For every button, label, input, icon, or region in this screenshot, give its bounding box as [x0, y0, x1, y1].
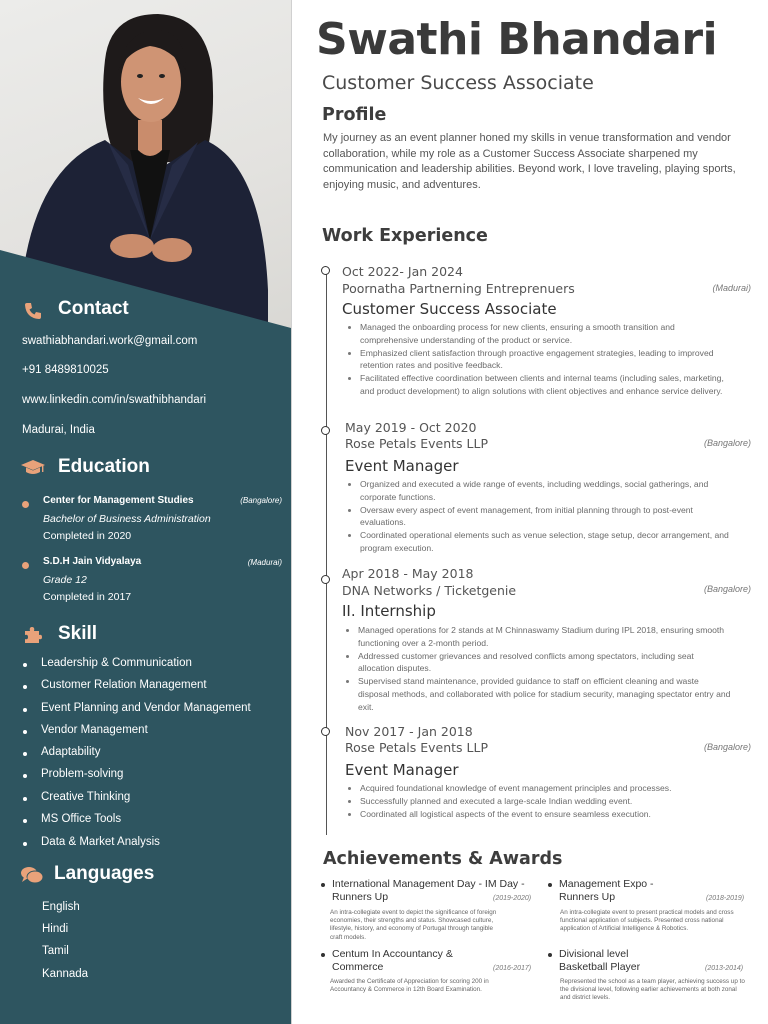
job-date: Oct 2022- Jan 2024: [342, 264, 463, 279]
job-date: Nov 2017 - Jan 2018: [345, 724, 473, 739]
job-title: Event Manager: [345, 761, 459, 779]
job-bullet: Facilitated effective coordination between clients and internal teams (including sales, marketing, and product development) to align solutions with client objectives and enhance service delivery.: [344, 372, 734, 398]
contact-location: Madurai, India: [22, 424, 95, 436]
job-bullet: Managed the onboarding process for new clients, ensuring a smooth transition and comprehensive understanding of the product or service.: [344, 321, 734, 347]
skill-label: Adaptability: [41, 746, 101, 758]
achievement-title: International Management Day - IM Day - Runners Up: [332, 878, 525, 903]
graduation-cap-icon: [20, 457, 46, 479]
achievement-year: (2013-2014): [705, 965, 744, 972]
job-bullet: Coordinated all logistical aspects of the event to ensure seamless execution.: [344, 808, 734, 821]
job-location: (Madurai): [712, 283, 751, 293]
skill-label: Customer Relation Management: [41, 679, 207, 691]
education-year: Completed in 2017: [43, 591, 132, 603]
job-date: May 2019 - Oct 2020: [345, 420, 477, 435]
contact-linkedin[interactable]: www.linkedin.com/in/swathibhandari: [22, 394, 207, 406]
achievement-item: [321, 878, 541, 946]
achievement-bullet: [321, 953, 325, 957]
candidate-name: Swathi Bhandari: [316, 14, 718, 65]
job-bullet: Addressed customer grievances and resolved conflicts among spectators, including seat allocation disputes.: [342, 650, 732, 676]
timeline-dot: [321, 266, 330, 275]
skill-label: Event Planning and Vendor Management: [41, 702, 251, 714]
job-bullet: Emphasized client satisfaction through proactive engagement strategies, leading to improved retention rates and positive feedback.: [344, 347, 734, 373]
profile-text: My journey as an event planner honed my skills in venue transformation and vendor collaboration, while my role as a Customer Success Associate sharpened my communication and leadership abilities. Beyond work, I love traveling, playing sports, enjoying music, and adventures.: [323, 132, 736, 191]
job-company: Rose Petals Events LLP: [345, 740, 489, 755]
education-year: Completed in 2020: [43, 530, 132, 542]
language-item: Kannada: [42, 968, 89, 980]
education-location: (Bangalore): [240, 496, 282, 505]
skill-label: Leadership & Communication: [41, 657, 192, 669]
job-bullet: Oversaw every aspect of event management, from initial planning through to post-event evaluations.: [344, 504, 729, 530]
candidate-role: Customer Success Associate: [322, 72, 594, 94]
work-timeline: [326, 272, 327, 835]
puzzle-icon: [22, 624, 44, 646]
job-bullets: [342, 624, 732, 714]
education-school: Center for Management Studies: [43, 495, 194, 506]
language-item: Hindi: [42, 923, 69, 935]
timeline-dot: [321, 426, 330, 435]
skill-label: MS Office Tools: [41, 813, 122, 825]
profile-heading: Profile: [322, 105, 387, 125]
education-bullet: [22, 562, 29, 569]
job-title: II. Internship: [342, 602, 436, 620]
skill-label: Vendor Management: [41, 724, 148, 736]
job-bullet: Managed operations for 2 stands at M Chinnaswamy Stadium during IPL 2018, ensuring smooth functioning over a 2-month period.: [342, 624, 732, 650]
job-title: Event Manager: [345, 457, 459, 475]
achievement-bullet: [548, 953, 552, 957]
education-location: (Madurai): [247, 558, 282, 567]
education-degree: Bachelor of Business Administration: [43, 513, 211, 525]
achievement-description: An intra-collegiate event to present practical models and cross functional application of subjects. Presented cross national application of Artificial Intelligence & Robotics.: [560, 909, 734, 933]
timeline-dot: [321, 727, 330, 736]
job-bullet: Coordinated operational elements such as venue selection, stage setup, decor arrangement, and program execution.: [344, 529, 729, 555]
skill-label: Problem-solving: [41, 768, 124, 780]
education-school: S.D.H Jain Vidyalaya: [43, 556, 142, 567]
skill-label: Data & Market Analysis: [41, 836, 160, 848]
job-bullets: [344, 782, 734, 820]
timeline-dot: [321, 575, 330, 584]
achievement-description: Awarded the Certificate of Appreciation for scoring 200 in Accountancy & Commerce in 12th Board Examination.: [330, 978, 489, 994]
job-company: Poornatha Partnerning Entreprenuers: [342, 281, 575, 296]
language-item: English: [42, 901, 80, 913]
education-bullet: [22, 501, 29, 508]
achievement-year: (2019-2020): [493, 895, 532, 902]
achievement-year: (2018-2019): [706, 895, 745, 902]
contact-phone[interactable]: +91 8489810025: [22, 364, 109, 376]
job-bullet: Acquired foundational knowledge of event management principles and processes.: [344, 782, 734, 795]
job-location: (Bangalore): [703, 584, 751, 594]
achievement-item: [548, 948, 753, 1008]
job-bullets: [344, 321, 734, 398]
language-item: Tamil: [42, 945, 69, 957]
education-heading: Education: [58, 456, 150, 477]
achievement-title: Management Expo - Runners Up: [559, 878, 654, 903]
work-heading: Work Experience: [322, 226, 488, 246]
achievement-item: [321, 948, 541, 998]
column-divider: [291, 0, 292, 1024]
job-bullet: Supervised stand maintenance, provided guidance to staff on efficient cleaning and waste disposal methods, and collaborated with police for stadium security, managing spectator entry and exit.: [342, 675, 732, 713]
education-degree: Grade 12: [43, 574, 87, 586]
achievement-title: Divisional level Basketball Player: [559, 948, 641, 973]
job-date: Apr 2018 - May 2018: [342, 566, 474, 581]
achievement-title: Centum In Accountancy & Commerce: [332, 948, 453, 973]
phone-icon: [22, 300, 44, 322]
skills-heading: Skill: [58, 623, 98, 644]
contact-heading: Contact: [58, 298, 129, 319]
achievement-bullet: [548, 883, 552, 887]
achievements-heading: Achievements & Awards: [323, 849, 563, 869]
left-column: [0, 0, 291, 1024]
job-location: (Bangalore): [703, 438, 751, 448]
achievement-year: (2016-2017): [493, 965, 532, 972]
job-company: Rose Petals Events LLP: [345, 436, 489, 451]
contact-email[interactable]: swathiabhandari.work@gmail.com: [22, 335, 198, 347]
achievement-item: [548, 878, 753, 946]
speech-bubbles-icon: [20, 864, 44, 886]
job-bullet: Organized and executed a wide range of events, including weddings, social gatherings, and corporate functions.: [344, 478, 729, 504]
achievement-bullet: [321, 883, 325, 887]
job-company: DNA Networks / Ticketgenie: [342, 583, 517, 598]
skill-label: Creative Thinking: [41, 791, 131, 803]
achievement-description: An intra-collegiate event to depict the significance of foreign economies, their strengths and status. Showcased culture, lifestyle, history, and economy of Portugal through tangible craft models.: [330, 909, 497, 941]
job-bullet: Successfully planned and executed a large-scale Indian wedding event.: [344, 795, 734, 808]
job-bullets: [344, 478, 729, 555]
languages-heading: Languages: [54, 863, 155, 884]
job-location: (Bangalore): [703, 742, 751, 752]
achievement-description: Represented the school as a team player, achieving success up to the divisional level, following earlier achievements at both zonal and district levels.: [560, 978, 745, 1002]
job-title: Customer Success Associate: [342, 300, 557, 318]
